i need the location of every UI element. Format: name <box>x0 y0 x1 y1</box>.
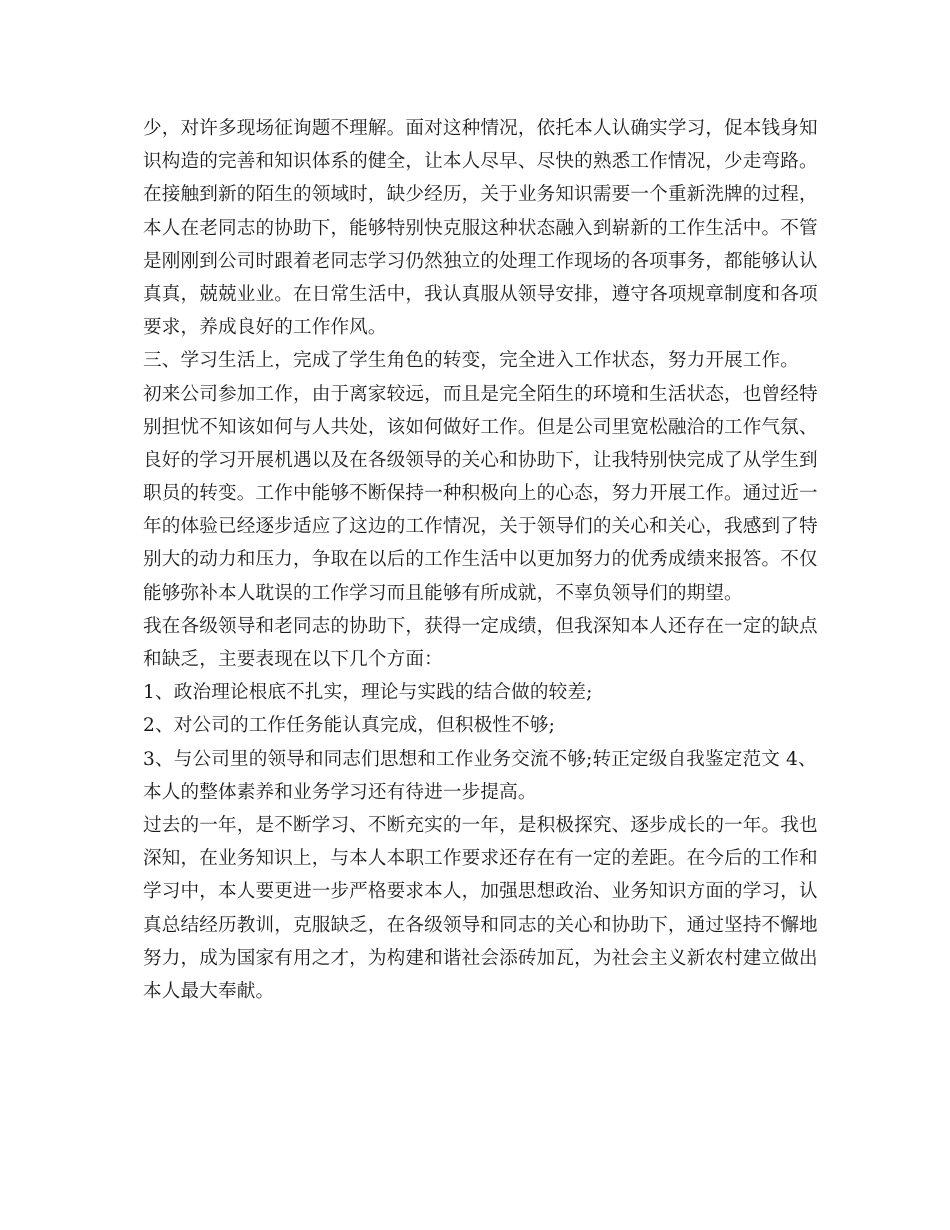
text-line: 能够弥补本人耽误的工作学习而且能够有所成就，不辜负领导们的期望。 <box>143 582 743 604</box>
text-line: 别担忧不知该如何与人共处，该如何做好工作。但是公司里宽松融洽的工作气氛、 <box>143 416 818 438</box>
text-line: 本人最大奉献。 <box>143 980 275 1002</box>
text-line: 真总结经历教训，克服缺乏，在各级领导和同志的关心和协助下，通过坚持不懈地 <box>143 914 818 936</box>
text-line: 别大的动力和压力，争取在以后的工作生活中以更加努力的优秀成绩来报答。不仅 <box>143 549 818 571</box>
text-line: 本人在老同志的协助下，能够特别快克服这种状态融入到崭新的工作生活中。不管 <box>143 217 818 239</box>
text-line: 我在各级领导和老同志的协助下，获得一定成绩，但我深知本人还存在一定的缺点 <box>143 615 818 637</box>
text-line: 努力，成为国家有用之才，为构建和谐社会添砖加瓦，为社会主义新农村建立做出 <box>143 947 818 969</box>
document-body <box>143 112 818 1008</box>
text-line: 是刚刚到公司时跟着老同志学习仍然独立的处理工作现场的各项事务，都能够认认 <box>143 250 818 272</box>
text-line: 和缺乏，主要表现在以下几个方面： <box>143 649 443 670</box>
text-line: 深知，在业务知识上，与本人本职工作要求还存在有一定的差距。在今后的工作和 <box>143 848 818 870</box>
section-heading: 三、学习生活上，完成了学生角色的转变，完全进入工作状态，努力开展工作。 <box>143 350 800 372</box>
text-line: 要求，养成良好的工作作风。 <box>143 317 387 339</box>
list-item: 3、与公司里的领导和同志们思想和工作业务交流不够;转正定级自我鉴定范文 4、 <box>143 748 817 770</box>
text-line: 初来公司参加工作，由于离家较远，而且是完全陌生的环境和生活状态，也曾经特 <box>143 383 818 405</box>
text-line: 学习中，本人要更进一步严格要求本人，加强思想政治、业务知识方面的学习，认 <box>143 881 818 903</box>
text-line: 识构造的完善和知识体系的健全，让本人尽早、尽快的熟悉工作情况，少走弯路。 <box>143 151 818 173</box>
list-item: 2、对公司的工作任务能认真完成，但积极性不够; <box>143 715 556 737</box>
list-item: 本人的整体素养和业务学习还有待进一步提高。 <box>143 781 537 803</box>
text-line: 过去的一年，是不断学习、不断充实的一年，是积极探究、逐步成长的一年。我也 <box>143 814 818 836</box>
list-item: 1、政治理论根底不扎实，理论与实践的结合做的较差; <box>143 682 593 704</box>
text-line: 少，对许多现场征询题不理解。面对这种情况，依托本人认确实学习，促本钱身知 <box>143 118 818 139</box>
text-line: 年的体验已经逐步适应了这边的工作情况，关于领导们的关心和关心，我感到了特 <box>143 516 818 538</box>
text-line: 良好的学习开展机遇以及在各级领导的关心和协助下，让我特别快完成了从学生到 <box>143 449 818 471</box>
text-line: 职员的转变。工作中能够不断保持一种积极向上的心态，努力开展工作。通过近一 <box>143 483 818 505</box>
text-line: 在接触到新的陌生的领域时，缺少经历，关于业务知识需要一个重新洗牌的过程， <box>143 184 818 206</box>
text-line: 真真，兢兢业业。在日常生活中，我认真服从领导安排，遵守各项规章制度和各项 <box>143 283 818 305</box>
